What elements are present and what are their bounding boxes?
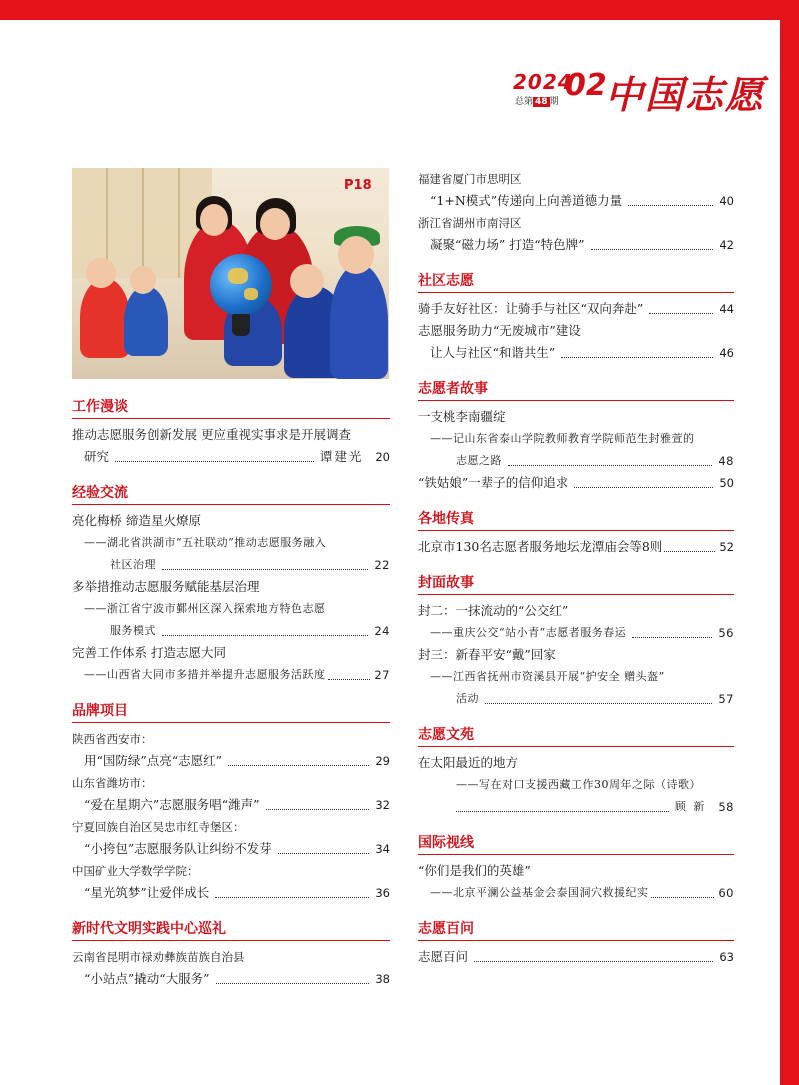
entry-region: 福建省厦门市思明区 [418,172,522,186]
total-number: 48 [535,97,548,107]
section-cover-story: 封面故事 [418,572,734,595]
masthead [513,68,773,118]
entry-page: 60 [718,886,734,900]
entry-page: 58 [718,800,734,814]
entry-subtitle: ——重庆公交“站小青”志愿者服务春运 [430,626,627,639]
section-community: 社区志愿 [418,270,734,293]
entry-page: 34 [375,842,390,856]
leader-dots [162,569,368,570]
leader-dots [328,679,371,680]
entry-title: 亮化梅桥 缔造星火燎原 [72,513,201,528]
leader-dots [628,205,713,206]
leader-dots [574,487,713,488]
entry-title: 多举措推动志愿服务赋能基层治理 [72,579,260,594]
leader-dots [278,853,370,854]
entry-title: 推动志愿服务创新发展 更应重视实事求是开展调查 [72,427,351,442]
entry-page: 44 [719,302,734,316]
globe-land-1 [228,268,248,284]
entry-page: 38 [375,972,390,986]
entry-subtitle: ——写在对口支援西藏工作30周年之际（诗歌） [456,778,701,791]
masthead-title: 中国志愿 [605,72,766,117]
section-literature: 志愿文苑 [418,724,734,747]
photo-child-5 [330,264,388,379]
entry-title: 在太阳最近的地方 [418,755,519,770]
entry-region: 中国矿业大学数学学院： [72,864,199,878]
leader-dots [215,897,369,898]
entry-subtitle-cont: 活动 [456,692,479,705]
entry-page: 36 [375,886,390,900]
entry-page: 32 [375,798,390,812]
entry-page: 48 [718,454,734,468]
photo-child-2 [124,286,168,356]
toc-entry[interactable] [418,472,734,494]
entry-subtitle: ——山西省大同市多措并举提升志愿服务活跃度 [84,668,326,681]
entry-title: 凝聚“磁力场” 打造“特色牌” [430,237,585,252]
photo-child-head-2 [130,266,156,294]
section-experience: 经验交流 [72,482,390,505]
toc-entry[interactable] [418,752,734,818]
toc-entry[interactable] [72,816,390,860]
entry-title: “小挎包”志愿服务队让纠纷不发芽 [84,841,272,856]
entry-title: “铁姑娘”一辈子的信仰追求 [418,475,569,490]
toc-entry[interactable] [418,320,734,364]
entry-subtitle: ——记山东省泰山学院教师教育学院师范生封雅萱的 [430,432,695,445]
toc-entry[interactable] [72,946,390,990]
entry-title: 骑手友好社区：让骑手与社区“双向奔赴” [418,301,644,316]
entry-title: 封二：一抹流动的“公交红” [418,603,569,618]
leader-dots [561,357,713,358]
toc-entry[interactable] [418,536,734,558]
leader-dots [266,809,370,810]
leader-dots [474,961,713,962]
entry-subtitle: ——江西省抚州市资溪县开展“护安全 赠头盔” [430,670,665,683]
masthead-issue: 02 [565,68,607,103]
leader-dots [651,897,715,898]
toc-entry[interactable] [418,212,734,256]
section-faq: 志愿百问 [418,918,734,941]
toc-entry[interactable] [72,510,390,576]
toc-entry[interactable] [418,946,734,968]
toc-entry[interactable] [72,642,390,686]
entry-subtitle-cont: 服务模式 [110,624,156,637]
toc-entry[interactable] [418,600,734,644]
entry-title: 用“国防绿”点亮“志愿红” [84,753,223,768]
photo-head-2 [260,208,290,240]
section-international: 国际视线 [418,832,734,855]
photo-page-tag: P18 [344,178,372,193]
entry-title: 封三：新春平安“戴”回家 [418,647,556,662]
entry-title-cont: 研究 [84,449,110,464]
leader-dots [649,313,713,314]
entry-region: 陕西省西安市： [72,732,153,746]
entry-author: 顾 新 [674,800,707,813]
leader-dots [508,465,712,466]
toc-entry[interactable] [72,772,390,816]
entry-page: 24 [374,624,390,638]
entry-subtitle-cont: 志愿之路 [456,454,502,467]
entry-page: 40 [719,194,734,208]
entry-title: 志愿服务助力“无废城市”建设 [418,323,581,338]
photo-globe-stand [232,314,250,336]
entry-page: 29 [375,754,390,768]
toc-entry[interactable] [418,298,734,320]
right-red-band [780,0,799,1085]
leader-dots [115,461,314,462]
toc-entry[interactable] [418,644,734,710]
leader-dots [456,811,669,812]
entry-title-cont: 让人与社区“和谐共生” [430,345,556,360]
entry-page: 57 [718,692,734,706]
section-local-news: 各地传真 [418,508,734,531]
entry-subtitle: ——北京平澜公益基金会泰国洞穴救援纪实 [430,886,649,899]
cover-photo [72,168,389,379]
entry-subtitle-cont: 社区治理 [110,558,156,571]
masthead-year: 2024 [513,70,573,94]
entry-page: 20 [375,450,390,464]
photo-head-1 [200,204,228,236]
leader-dots [162,635,368,636]
entry-title: “你们是我们的英雄” [418,863,531,878]
photo-child-1 [80,278,130,358]
toc-left-column [72,396,390,990]
photo-child-head-4 [290,264,324,298]
leader-dots [591,249,714,250]
photo-globe [210,254,272,316]
toc-entry[interactable] [72,576,390,642]
toc-entry[interactable] [418,860,734,904]
leader-dots [632,637,712,638]
masthead-total-issue [515,94,559,107]
section-work-talk: 工作漫谈 [72,396,390,419]
entry-region: 云南省昆明市禄劝彝族苗族自治县 [72,950,245,964]
toc-entry[interactable] [418,406,734,472]
entry-region: 浙江省湖州市南浔区 [418,216,522,230]
entry-page: 56 [718,626,734,640]
toc-entry[interactable] [72,860,390,904]
entry-page: 27 [374,668,390,682]
section-civilization-center: 新时代文明实践中心巡礼 [72,918,390,941]
entry-page: 52 [719,540,734,554]
entry-author: 谭建光 [319,449,364,464]
entry-page: 50 [719,476,734,490]
total-prefix: 总第 [515,97,534,107]
entry-page: 63 [719,950,734,964]
entry-title: 北京市130名志愿者服务地坛龙潭庙会等8则 [418,539,663,554]
entry-title: “小站点”撬动“大服务” [84,971,210,986]
entry-page: 22 [374,558,390,572]
entry-title: 志愿百问 [418,949,469,964]
toc-entry[interactable] [418,168,734,212]
entry-title: 完善工作体系 打造志愿大同 [72,645,226,660]
entry-region: 宁夏回族自治区吴忠市红寺堡区： [72,820,245,834]
section-brand-projects: 品牌项目 [72,700,390,723]
globe-land-2 [244,288,258,300]
toc-right-column [418,168,734,968]
top-red-band [0,0,799,20]
entry-title: “爱在星期六”志愿服务唱“潍声” [84,797,260,812]
total-suffix: 期 [549,97,559,107]
leader-dots [664,551,715,552]
photo-child-head-5 [338,236,374,274]
entry-title: “1+N模式”传递向上向善道德力量 [430,193,623,208]
section-volunteer-stories: 志愿者故事 [418,378,734,401]
photo-child-head-1 [86,258,116,288]
entry-title: “星光筑梦”让爱伴成长 [84,885,210,900]
leader-dots [485,703,712,704]
entry-subtitle: ——湖北省洪湖市“五社联动”推动志愿服务融入 [84,536,327,549]
entry-subtitle: ——浙江省宁波市鄞州区深入探索地方特色志愿 [84,602,326,615]
entry-title: 一支桃李南疆绽 [418,409,506,424]
entry-page: 46 [719,346,734,360]
leader-dots [228,765,369,766]
entry-page: 42 [719,238,734,252]
toc-entry[interactable] [72,728,390,772]
entry-region: 山东省潍坊市： [72,776,153,790]
toc-entry[interactable] [72,424,390,468]
leader-dots [216,983,370,984]
